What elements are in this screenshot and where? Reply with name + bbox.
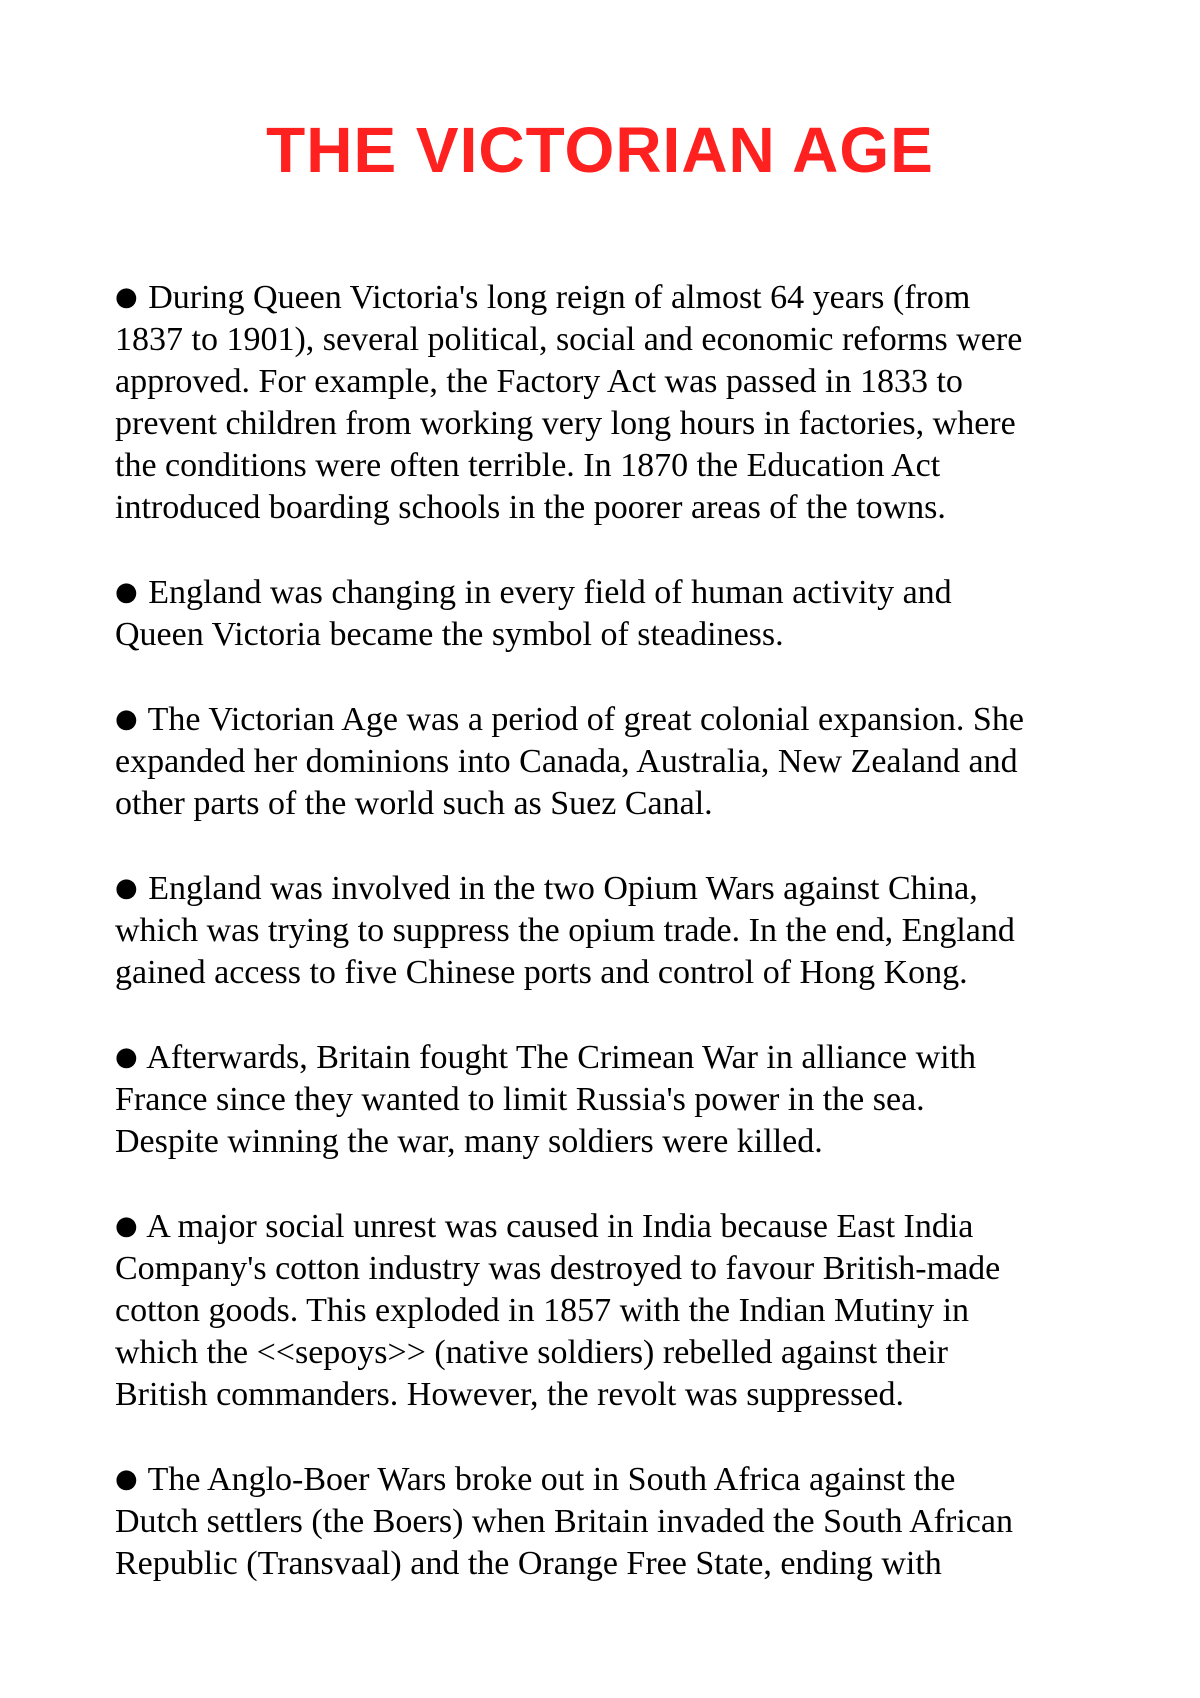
bullet-icon: ●: [115, 1042, 138, 1072]
text-line: [115, 1079, 1115, 1121]
text-line: [115, 1205, 1115, 1248]
text-line-content: the conditions were often terrible. In 1870 the Education Act: [115, 447, 941, 484]
text-line-content: England was involved in the two Opium Wars against China,: [139, 870, 978, 907]
text-line: [115, 698, 1115, 741]
text-line-content: other parts of the world such as Suez Canal.: [115, 785, 713, 822]
page-title: THE VICTORIAN AGE: [266, 114, 934, 186]
bullet-icon: ●: [115, 577, 138, 607]
text-line: [115, 1290, 1115, 1332]
text-line: [115, 445, 1115, 487]
text-line-content: approved. For example, the Factory Act was passed in 1833 to: [115, 363, 963, 400]
bullet-paragraph: [115, 867, 1115, 994]
text-line: [115, 614, 1115, 656]
text-line-content: which the <<sepoys>> (native soldiers) rebelled against their: [115, 1334, 948, 1371]
text-line: [115, 1543, 1115, 1585]
text-line: [115, 571, 1115, 614]
text-line-content: Dutch settlers (the Boers) when Britain invaded the South African: [115, 1503, 1013, 1540]
text-line: [115, 1374, 1115, 1416]
text-line-content: France since they wanted to limit Russia's power in the sea.: [115, 1081, 925, 1118]
text-line-content: which was trying to suppress the opium trade. In the end, England: [115, 912, 1015, 949]
bullet-paragraph: [115, 1036, 1115, 1163]
bullet-paragraph: [115, 1205, 1115, 1416]
text-line-content: 1837 to 1901), several political, social and economic reforms were: [115, 321, 1023, 358]
bullet-icon: ●: [115, 704, 138, 734]
text-line: [115, 1036, 1115, 1079]
text-line-content: During Queen Victoria's long reign of almost 64 years (from: [139, 279, 971, 316]
text-line-content: The Anglo-Boer Wars broke out in South Africa against the: [139, 1461, 956, 1498]
text-line-content: Republic (Transvaal) and the Orange Free State, ending with: [115, 1545, 942, 1582]
bullet-icon: ●: [115, 282, 138, 312]
text-line-content: introduced boarding schools in the poorer areas of the towns.: [115, 489, 946, 526]
text-line: [115, 1121, 1115, 1163]
text-line: [115, 867, 1115, 910]
text-line-content: gained access to five Chinese ports and control of Hong Kong.: [115, 954, 968, 991]
document-body: [115, 276, 1115, 1627]
text-line: [115, 403, 1115, 445]
bullet-paragraph: [115, 276, 1115, 529]
text-line: [115, 361, 1115, 403]
text-line-content: England was changing in every field of human activity and: [139, 574, 952, 611]
text-line-content: expanded her dominions into Canada, Australia, New Zealand and: [115, 743, 1018, 780]
text-line: [115, 1248, 1115, 1290]
text-line-content: Company's cotton industry was destroyed to favour British-made: [115, 1250, 1001, 1287]
text-line: [115, 319, 1115, 361]
bullet-icon: ●: [115, 1464, 138, 1494]
text-line-content: The Victorian Age was a period of great colonial expansion. She: [139, 701, 1024, 738]
text-line-content: A major social unrest was caused in India because East India: [139, 1208, 974, 1245]
text-line-content: Queen Victoria became the symbol of steadiness.: [115, 616, 784, 653]
bullet-icon: ●: [115, 1211, 138, 1241]
text-line: [115, 487, 1115, 529]
text-line-content: Despite winning the war, many soldiers were killed.: [115, 1123, 823, 1160]
bullet-paragraph: [115, 698, 1115, 825]
text-line-content: prevent children from working very long hours in factories, where: [115, 405, 1016, 442]
text-line: [115, 1501, 1115, 1543]
text-line-content: cotton goods. This exploded in 1857 with the Indian Mutiny in: [115, 1292, 970, 1329]
text-line-content: Afterwards, Britain fought The Crimean War in alliance with: [139, 1039, 977, 1076]
text-line: [115, 1458, 1115, 1501]
text-line: [115, 741, 1115, 783]
bullet-icon: ●: [115, 873, 138, 903]
text-line: [115, 276, 1115, 319]
text-line: [115, 783, 1115, 825]
text-line: [115, 1332, 1115, 1374]
bullet-paragraph: [115, 571, 1115, 656]
text-line-content: British commanders. However, the revolt was suppressed.: [115, 1376, 904, 1413]
text-line: [115, 910, 1115, 952]
bullet-paragraph: [115, 1458, 1115, 1585]
text-line: [115, 952, 1115, 994]
